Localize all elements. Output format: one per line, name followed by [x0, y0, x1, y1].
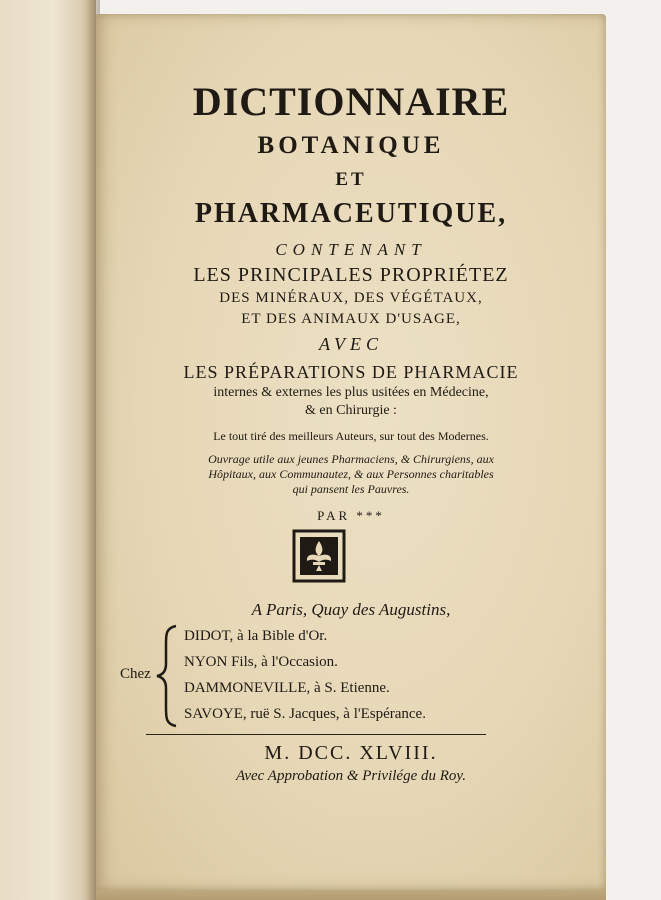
curly-brace-icon [154, 624, 180, 728]
publisher-dammoneville: DAMMONEVILLE, à S. Etienne. [184, 680, 390, 696]
line-mineraux: DES MINÉRAUX, DES VÉGÉTAUX, [219, 290, 483, 306]
line-paris: A Paris, Quay des Augustins, [251, 600, 451, 619]
subtitle-botanique: BOTANIQUE [257, 132, 445, 159]
line-par-author: PAR *** [317, 508, 385, 523]
line-chirurgie: & en Chirurgie : [305, 403, 397, 418]
line-principales: LES PRINCIPALES PROPRIÉTEZ [193, 264, 509, 286]
book-left-page-edge [0, 0, 96, 900]
title-page [96, 14, 606, 890]
line-approbation: Avec Approbation & Privilége du Roy. [236, 768, 466, 784]
line-contenant: CONTENANT [275, 240, 427, 259]
line-ouvrage-1: Ouvrage utile aux jeunes Pharmaciens, & Chirurgiens, aux [208, 452, 494, 466]
publisher-didot: DIDOT, à la Bible d'Or. [184, 628, 328, 644]
line-tout-tire: Le tout tiré des meilleurs Auteurs, sur tout des Modernes. [213, 429, 489, 443]
chez-label: Chez [120, 666, 151, 682]
line-preparations: LES PRÉPARATIONS DE PHARMACIE [183, 362, 519, 382]
publication-year: M. DCC. XLVIII. [264, 742, 438, 764]
line-animaux: ET DES ANIMAUX D'USAGE, [241, 311, 461, 327]
publisher-nyon: NYON Fils, à l'Occasion. [184, 654, 338, 670]
subtitle-et: ET [335, 169, 367, 190]
line-ouvrage-3: qui pansent les Pauvres. [292, 482, 410, 496]
book-title: DICTIONNAIRE [192, 79, 510, 124]
horizontal-rule [146, 734, 486, 735]
fleur-de-lis-ornament-icon [292, 529, 346, 583]
line-ouvrage-2: Hôpitaux, aux Communautez, & aux Personnes charitables [208, 467, 494, 481]
publisher-savoye: SAVOYE, ruë S. Jacques, à l'Espérance. [184, 706, 426, 722]
subtitle-pharmaceutique: PHARMACEUTIQUE, [194, 198, 508, 229]
line-avec: AVEC [318, 334, 384, 354]
line-internes: internes & externes les plus usitées en Médecine, [213, 385, 489, 400]
